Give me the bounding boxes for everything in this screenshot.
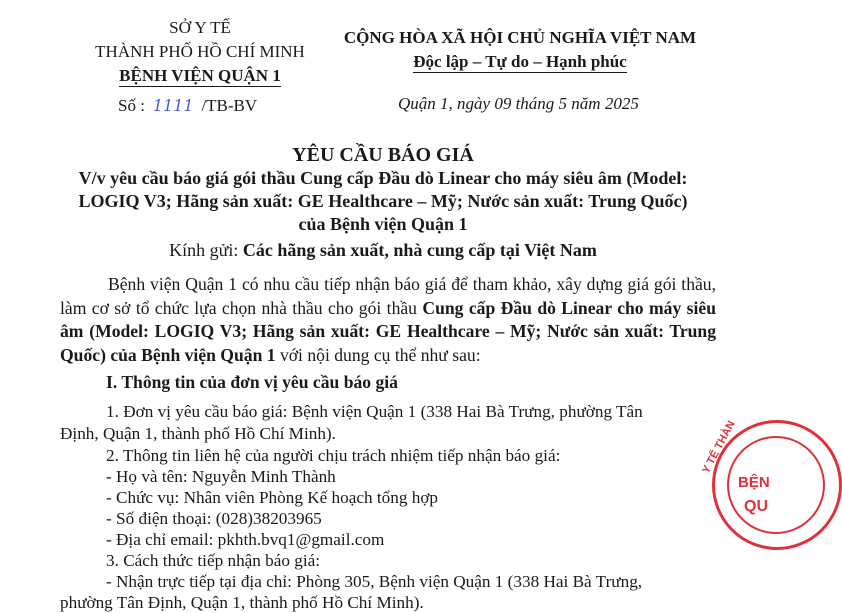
requester-line-1: 1. Đơn vị yêu cầu báo giá: Bệnh viện Quận 1 (338 Hai Bà Trưng, phường Tân	[106, 402, 643, 421]
hospital-name-text: BỆNH VIỆN QUẬN 1	[119, 66, 281, 85]
document-number	[118, 96, 257, 116]
intro-package-name: Cung cấp Đầu dò Linear cho máy siêu âm (Model: LOGIQ V3; Hãng sản xuất: GE Healthcare – Mỹ; Nước sản xuất: Trung Quốc) của Bệnh viện Quận 1	[60, 297, 716, 365]
number-handwritten: 1111	[152, 96, 194, 115]
contact-position: - Chức vụ: Nhân viên Phòng Kế hoạch tổng hợp	[106, 488, 439, 507]
contact-heading: 2. Thông tin liên hệ của người chịu trách nhiệm tiếp nhận báo giá:	[106, 446, 561, 465]
recipient-label: Kính gửi:	[169, 240, 243, 260]
receipt-direct-line-2: phường Tân Định, Quận 1, thành phố Hồ Chí Minh).	[60, 593, 424, 612]
document-date: Quận 1, ngày 09 tháng 5 năm 2025	[398, 94, 639, 113]
hospital-name	[80, 66, 320, 86]
contact-phone: - Số điện thoại: (028)38203965	[106, 509, 322, 528]
stamp-center-text-2: QU	[744, 498, 768, 515]
agency-city: THÀNH PHỐ HỒ CHÍ MINH	[95, 42, 305, 61]
subject-line-1: V/v yêu cầu báo giá gói thầu Cung cấp Đầu dò Linear cho máy siêu âm (Model:	[78, 168, 688, 188]
contact-name: - Họ và tên: Nguyễn Minh Thành	[106, 467, 336, 486]
contact-email: - Địa chỉ email: pkhth.bvq1@gmail.com	[106, 530, 385, 549]
subject-line-3: của Bệnh viện Quận 1	[298, 214, 468, 234]
number-suffix: /TB-BV	[201, 96, 258, 115]
receipt-heading: 3. Cách thức tiếp nhận báo giá:	[106, 551, 321, 570]
section-heading: I. Thông tin của đơn vị yêu cầu báo giá	[106, 372, 398, 392]
recipient	[0, 240, 766, 261]
stamp-arc-text: Y TẾ THÀN	[700, 418, 738, 476]
number-label: Số :	[118, 96, 145, 115]
subject-line-2: LOGIQ V3; Hãng sản xuất: GE Healthcare – Mỹ; Nước sản xuất: Trung Quốc)	[78, 191, 688, 211]
national-title: CỘNG HÒA XÃ HỘI CHỦ NGHĨA VIỆT NAM	[343, 28, 697, 47]
intro-text-1: Bệnh viện Quận 1 có nhu cầu tiếp nhận báo giá để tham khảo, xây dựng giá gói thầu, làm cơ sở tổ chức lựa chọn nhà thầu cho gói thầu	[60, 274, 716, 318]
receipt-direct-line-1: - Nhận trực tiếp tại địa chỉ: Phòng 305, Bệnh viện Quận 1 (338 Hai Bà Trưng,	[106, 572, 643, 591]
document-title: YÊU CẦU BÁO GIÁ	[292, 144, 474, 166]
agency-line: SỞ Y TẾ	[169, 18, 231, 37]
stamp-center-text: BỆN	[738, 474, 770, 491]
national-motto-text: Độc lập – Tự do – Hạnh phúc	[413, 52, 627, 71]
national-motto	[330, 52, 710, 72]
recipient-value: Các hãng sản xuất, nhà cung cấp tại Việt Nam	[242, 240, 597, 260]
intro-paragraph	[60, 273, 716, 367]
intro-text-2: với nội dung cụ thể như sau:	[275, 344, 481, 365]
requester-line-2: Định, Quận 1, thành phố Hồ Chí Minh).	[60, 424, 336, 443]
